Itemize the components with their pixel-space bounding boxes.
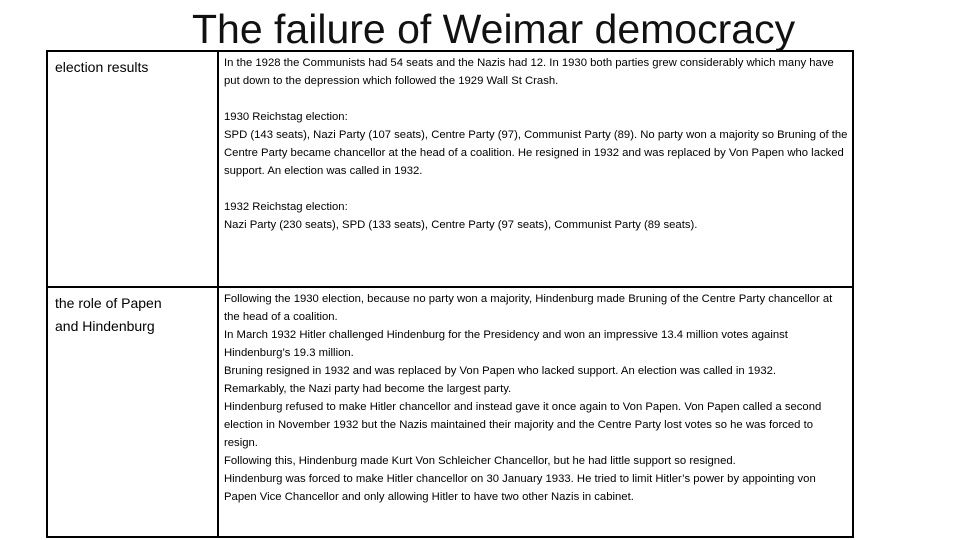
paragraph: Following the 1930 election, because no party won a majority, Hindenburg made Bruning of the Centre Party chancellor at the head of a coalition. [224,293,833,323]
table-row [47,287,853,537]
row-label-cell [47,287,218,537]
paragraph: In March 1932 Hitler challenged Hindenburg for the Presidency and won an impressive 13.4 million votes against Hindenburg’s 19.3 million. [224,329,788,359]
slide-title: The failure of Weimar democracy [192,6,796,52]
table-row [47,51,853,287]
paragraph-heading: 1930 Reichstag election: [224,111,348,123]
paragraph: Hindenburg refused to make Hitler chancellor and instead gave it once again to Von Papen. Von Papen called a second election in November 1932 but the Nazis maintained their majority and the Centre Party lost votes so he was forced to resign. [224,401,822,449]
row-label-cell [47,51,218,287]
row-label-line: and Hindenburg [55,318,155,334]
paragraph: Remarkably, the Nazi party had become the largest party. [224,383,512,395]
row-label-line: the role of Papen [55,295,162,311]
paragraph: Following this, Hindenburg made Kurt Von Schleicher Chancellor, but he had little support so resigned. [224,455,736,467]
row-text-cell [218,287,853,537]
paragraph: Bruning resigned in 1932 and was replaced by Von Papen who lacked support. An election was called in 1932. [224,365,777,377]
row-label: election results [55,59,149,75]
paragraph: Hindenburg was forced to make Hitler chancellor on 30 January 1933. He tried to limit Hitler’s power by appointing von Papen Vice Chancellor and only allowing Hitler to have two other Nazis in cabinet. [224,473,816,503]
notes-table [46,50,854,538]
paragraph-heading: 1932 Reichstag election: [224,201,348,213]
paragraph: Nazi Party (230 seats), SPD (133 seats), Centre Party (97 seats), Communist Party (89 seats). [224,219,698,231]
paragraph: SPD (143 seats), Nazi Party (107 seats), Centre Party (97), Communist Party (89). No party won a majority so Bruning of the Centre Party became chancellor at the head of a coalition. He resigned in 1932 and was replaced by Von Papen who lacked support. An election was called in 1932. [224,129,848,177]
row-text-cell [218,51,853,287]
paragraph: In the 1928 the Communists had 54 seats and the Nazis had 12. In 1930 both parties grew considerably which many have put down to the depression which followed the 1929 Wall St Crash. [224,57,834,87]
